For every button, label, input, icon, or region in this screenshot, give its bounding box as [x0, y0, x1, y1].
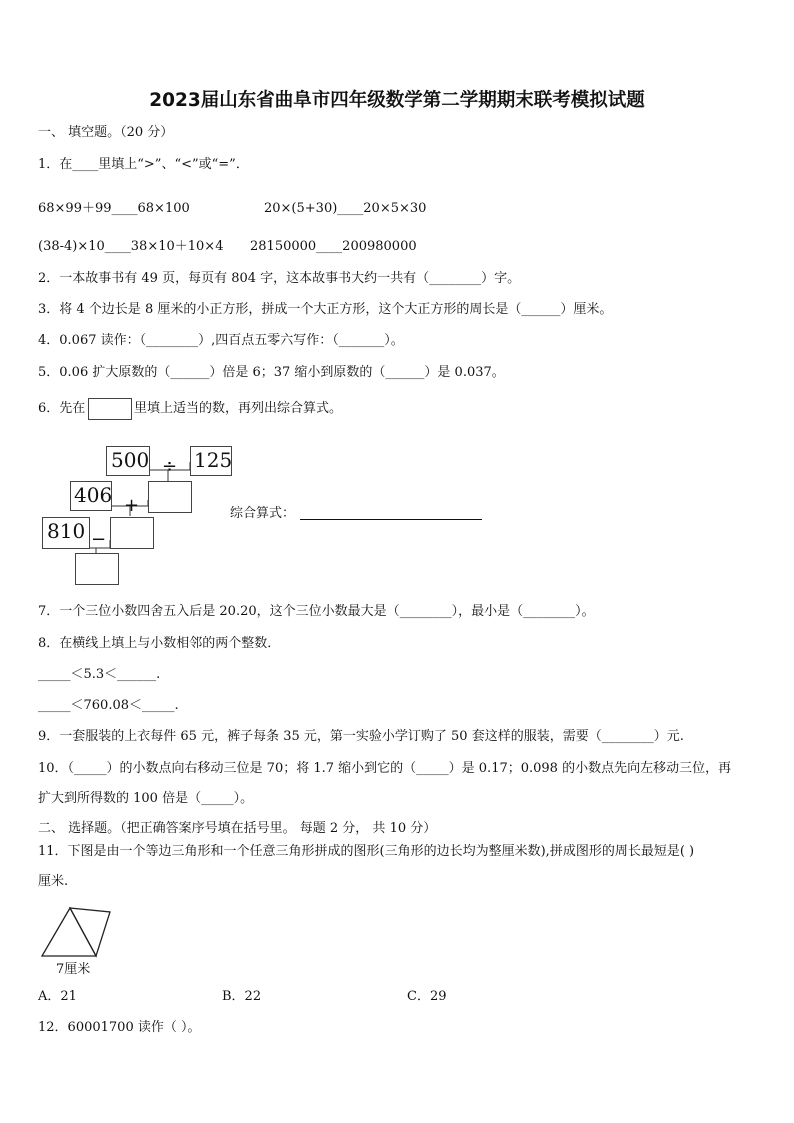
number-500: 500	[111, 448, 150, 472]
q8-stem: 8．在横线上填上与小数相邻的两个整数．	[38, 636, 281, 651]
divide-sign: ÷	[162, 456, 178, 477]
q6-formula-answer-line[interactable]	[300, 519, 482, 520]
q11-option-b[interactable]: B．22	[222, 989, 262, 1004]
section-1-heading: 一、 填空题。（20 分）	[38, 125, 174, 140]
q1-row1-right: 20×(5+30)____20×5×30	[264, 201, 427, 216]
q10-line-2: 扩大到所得数的 100 倍是（_____）。	[38, 791, 254, 806]
q11-option-a[interactable]: A．21	[38, 989, 77, 1004]
q10-line-1: 10．（_____）的小数点向右移动三位是 70；将 1.7 缩小到它的（_____）是 0.17；0.098 的小数点先向左移动三位，再	[38, 761, 732, 776]
q2-text: 2．一本故事书有 49 页，每页有 804 字，这本故事书大约一共有（________）字。	[38, 271, 521, 286]
minus-sign: −	[91, 529, 107, 550]
q6-formula-label: 综合算式：	[230, 506, 296, 521]
difference-answer-box[interactable]	[75, 553, 119, 585]
q1-row1-left: 68×99＋99____68×100	[38, 201, 190, 216]
q6-stem-before: 6．先在	[38, 401, 86, 416]
q4-text: 4．0.067 读作：（________）,四百点五零六写作：（_______）。	[38, 333, 404, 348]
plus-sign: +	[124, 495, 140, 516]
q11-option-c[interactable]: C．29	[407, 989, 447, 1004]
q5-text: 5．0.06 扩大原数的（______）倍是 6；37 缩小到原数的（______）是 0.037。	[38, 365, 505, 380]
page-title: 2023届山东省曲阜市四年级数学第二学期期末联考模拟试题	[149, 90, 645, 111]
number-810: 810	[47, 519, 86, 543]
q11-line-1: 11．下图是由一个等边三角形和一个任意三角形拼成的图形(三角形的边长均为整厘米数),拼成图形的周长最短是( )	[38, 844, 695, 859]
q8-line-1: _____＜5.3＜______.	[38, 667, 161, 682]
q11-figure-label: 7厘米	[56, 962, 91, 977]
q1-stem: 1．在____里填上“>”、“<”或“=”．	[38, 157, 249, 172]
q8-line-2: _____＜760.08＜_____.	[38, 698, 179, 713]
quotient-answer-box[interactable]	[148, 481, 192, 513]
q11-line-2: 厘米.	[38, 874, 69, 889]
q6-stem-after: 里填上适当的数，再列出综合算式。	[134, 401, 343, 416]
sum-answer-box[interactable]	[110, 517, 154, 549]
section-2-heading: 二、 选择题。（把正确答案序号填在括号里。 每题 2 分， 共 10 分）	[38, 821, 437, 836]
q3-text: 3．将 4 个边长是 8 厘米的小正方形，拼成一个大正方形，这个大正方形的周长是（______）厘米。	[38, 302, 613, 317]
q9-text: 9．一套服装的上衣每件 65 元，裤子每条 35 元，第一实验小学订购了 50 套这样的服装，需要（________）元.	[38, 729, 684, 744]
q1-row2-left: (38-4)×10____38×10＋10×4	[38, 239, 224, 254]
number-406: 406	[74, 483, 113, 507]
q1-row2-right: 28150000____200980000	[250, 239, 417, 254]
q7-text: 7．一个三位小数四舍五入后是 20.20，这个三位小数最大是（________），最小是（________）。	[38, 604, 595, 619]
q12-text: 12．60001700 读作（ ）。	[38, 1020, 201, 1035]
number-125: 125	[194, 448, 233, 472]
